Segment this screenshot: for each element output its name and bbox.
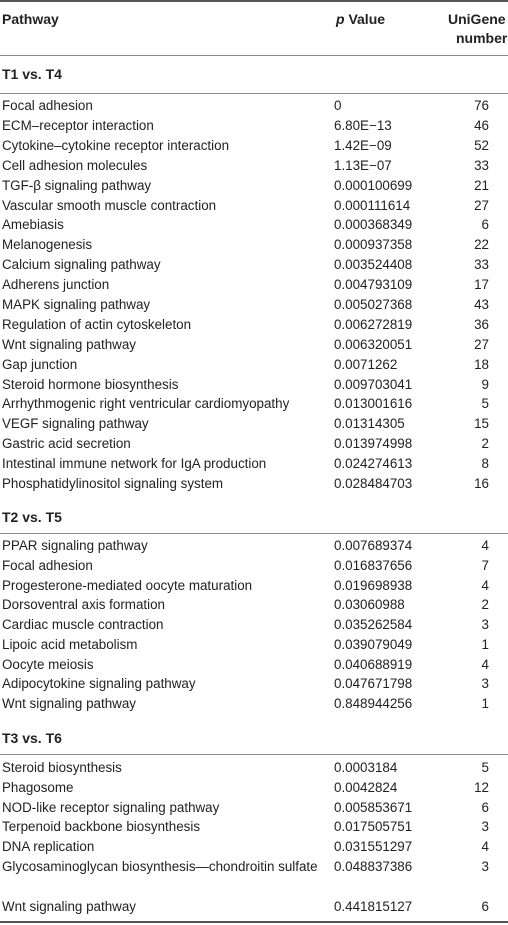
pathway-cell: Focal adhesion [2, 98, 93, 113]
table-row [0, 674, 508, 694]
p-value-cell: 0.019698938 [334, 578, 413, 593]
table-row [0, 454, 508, 474]
header-p-italic: p [336, 11, 345, 27]
unigene-number-cell: 52 [474, 138, 489, 153]
p-value-cell: 0.007689374 [334, 538, 413, 553]
p-value-cell: 0.009703041 [334, 377, 413, 392]
pathway-cell: Gap junction [2, 357, 78, 372]
unigene-number-cell: 12 [474, 780, 489, 795]
p-value-cell: 0.031551297 [334, 839, 413, 854]
unigene-number-cell: 17 [474, 277, 489, 292]
pathway-cell: Steroid hormone biosynthesis [2, 377, 179, 392]
table-bottom-rule [0, 921, 508, 923]
p-value-cell: 0.048837386 [334, 859, 413, 874]
pathway-cell: Amebiasis [2, 217, 64, 232]
p-value-cell: 0.01314305 [334, 416, 405, 431]
pathway-cell: Melanogenesis [2, 237, 93, 252]
header-rule [0, 55, 508, 56]
table-row [0, 275, 508, 295]
pathway-cell: NOD-like receptor signaling pathway [2, 800, 220, 815]
pathway-cell: Dorsoventral axis formation [2, 597, 165, 612]
p-value-cell: 0.03060988 [334, 597, 405, 612]
unigene-number-cell: 9 [481, 377, 489, 392]
p-value-cell: 0.003524408 [334, 257, 413, 272]
unigene-number-cell: 4 [481, 578, 489, 593]
p-value-cell: 0.013001616 [334, 396, 413, 411]
table-row [0, 837, 508, 857]
unigene-number-cell: 33 [474, 158, 489, 173]
p-value-cell: 0.000111614 [334, 198, 411, 213]
pathway-cell: Lipoic acid metabolism [2, 637, 138, 652]
table-row [0, 536, 508, 556]
unigene-number-cell: 3 [481, 676, 489, 691]
pathway-cell: Steroid biosynthesis [2, 760, 122, 775]
unigene-number-cell: 8 [481, 456, 489, 471]
section-title: T3 vs. T6 [2, 730, 62, 746]
table-row [0, 96, 508, 116]
table-row [0, 196, 508, 216]
unigene-number-cell: 15 [474, 416, 489, 431]
table-row [0, 156, 508, 176]
header-unigene-line1: UniGene [448, 11, 506, 27]
p-value-cell: 0.013974998 [334, 436, 413, 451]
p-value-cell: 0.016837656 [334, 558, 413, 573]
pathway-cell: Focal adhesion [2, 558, 93, 573]
table-row [0, 758, 508, 778]
pathway-cell: Phosphatidylinositol signaling system [2, 476, 224, 491]
table-row [0, 817, 508, 837]
table-row [0, 116, 508, 136]
p-value-cell: 1.13E−07 [334, 158, 392, 173]
p-value-cell: 0.017505751 [334, 819, 413, 834]
unigene-number-cell: 2 [481, 436, 489, 451]
p-value-cell: 0.005027368 [334, 297, 413, 312]
pathway-cell: Cardiac muscle contraction [2, 617, 164, 632]
p-value-cell: 0.0003184 [334, 760, 398, 775]
pathway-cell: Terpenoid backbone biosynthesis [2, 819, 201, 834]
unigene-number-cell: 46 [474, 118, 489, 133]
table-row [0, 315, 508, 335]
pathway-cell: DNA replication [2, 839, 95, 854]
table-row [0, 235, 508, 255]
unigene-number-cell: 43 [474, 297, 489, 312]
pathway-cell: Wnt signaling pathway [2, 337, 136, 352]
pathway-cell: PPAR signaling pathway [2, 538, 148, 553]
unigene-number-cell: 27 [474, 198, 489, 213]
p-value-cell: 0.035262584 [334, 617, 413, 632]
unigene-number-cell: 5 [481, 760, 489, 775]
header-unigene-line2: number [456, 30, 508, 46]
p-value-cell: 0.006320051 [334, 337, 413, 352]
unigene-number-cell: 21 [474, 178, 489, 193]
table-row [0, 295, 508, 315]
pathway-cell: Vascular smooth muscle contraction [2, 198, 217, 213]
p-value-cell: 0.000100699 [334, 178, 413, 193]
unigene-number-cell: 7 [481, 558, 489, 573]
pathway-cell: Adipocytokine signaling pathway [2, 676, 196, 691]
header-p-value [336, 11, 385, 28]
pathway-cell: Intestinal immune network for IgA production [2, 456, 267, 471]
table-row [0, 136, 508, 156]
unigene-number-cell: 4 [481, 657, 489, 672]
table-row [0, 414, 508, 434]
table-row [0, 434, 508, 454]
unigene-number-cell: 5 [481, 396, 489, 411]
pathway-cell: Cytokine–cytokine receptor interaction [2, 138, 230, 153]
table-row [0, 176, 508, 196]
p-value-cell: 0.004793109 [334, 277, 413, 292]
unigene-number-cell: 3 [481, 859, 489, 874]
table-row [0, 595, 508, 615]
pathway-cell: ECM–receptor interaction [2, 118, 154, 133]
unigene-number-cell: 22 [474, 237, 489, 252]
p-value-cell: 0 [334, 98, 342, 113]
table-row [0, 694, 508, 714]
p-value-cell: 0.024274613 [334, 456, 413, 471]
table-row [0, 255, 508, 275]
pathway-cell: Phagosome [2, 780, 74, 795]
pathway-cell: Wnt signaling pathway [2, 696, 136, 711]
unigene-number-cell: 18 [474, 357, 489, 372]
pathway-cell: Oocyte meiosis [2, 657, 94, 672]
table-row [0, 394, 508, 414]
pathway-cell: Gastric acid secretion [2, 436, 131, 451]
unigene-number-cell: 1 [481, 637, 489, 652]
pathway-cell: MAPK signaling pathway [2, 297, 151, 312]
unigene-number-cell: 16 [474, 476, 489, 491]
pathway-cell: Progesterone-mediated oocyte maturation [2, 578, 253, 593]
section-title: T1 vs. T4 [2, 66, 62, 82]
section-rule [0, 93, 508, 94]
p-value-cell: 0.040688919 [334, 657, 413, 672]
pathway-cell: Cell adhesion molecules [2, 158, 148, 173]
p-value-cell: 0.0042824 [334, 780, 398, 795]
table-row [0, 798, 508, 818]
table-row [0, 857, 508, 897]
unigene-number-cell: 4 [481, 538, 489, 553]
table-row [0, 635, 508, 655]
table-row [0, 335, 508, 355]
section-title: T2 vs. T5 [2, 509, 62, 525]
section-rule [0, 754, 508, 755]
pathway-cell: Wnt signaling pathway [2, 899, 136, 914]
table-row [0, 355, 508, 375]
table-row [0, 615, 508, 635]
unigene-number-cell: 1 [481, 696, 489, 711]
table-row [0, 474, 508, 494]
table-row [0, 576, 508, 596]
p-value-cell: 6.80E−13 [334, 118, 392, 133]
pathway-cell: Adherens junction [2, 277, 110, 292]
p-value-cell: 0.005853671 [334, 800, 413, 815]
table-row [0, 556, 508, 576]
pathway-cell: Calcium signaling pathway [2, 257, 161, 272]
pathway-cell: Arrhythmogenic right ventricular cardiomyopathy [2, 396, 290, 411]
unigene-number-cell: 27 [474, 337, 489, 352]
table-row [0, 778, 508, 798]
p-value-cell: 0.039079049 [334, 637, 413, 652]
header-value: Value [348, 11, 386, 27]
p-value-cell: 0.028484703 [334, 476, 413, 491]
unigene-number-cell: 6 [481, 217, 489, 232]
unigene-number-cell: 3 [481, 819, 489, 834]
p-value-cell: 0.441815127 [334, 899, 413, 914]
p-value-cell: 1.42E−09 [334, 138, 392, 153]
unigene-number-cell: 6 [481, 800, 489, 815]
unigene-number-cell: 4 [481, 839, 489, 854]
pathway-cell: VEGF signaling pathway [2, 416, 149, 431]
table-row [0, 655, 508, 675]
p-value-cell: 0.006272819 [334, 317, 413, 332]
p-value-cell: 0.848944256 [334, 696, 413, 711]
pathway-cell: TGF-β signaling pathway [2, 178, 152, 193]
unigene-number-cell: 76 [474, 98, 489, 113]
table-row [0, 897, 508, 917]
p-value-cell: 0.0071262 [334, 357, 398, 372]
pathway-cell: Glycosaminoglycan biosynthesis—chondroitin sulfate [2, 859, 318, 874]
table-row [0, 215, 508, 235]
header-pathway: Pathway [2, 11, 59, 27]
unigene-number-cell: 6 [481, 899, 489, 914]
p-value-cell: 0.000368349 [334, 217, 413, 232]
unigene-number-cell: 36 [474, 317, 489, 332]
table-row [0, 375, 508, 395]
p-value-cell: 0.000937358 [334, 237, 413, 252]
unigene-number-cell: 3 [481, 617, 489, 632]
unigene-number-cell: 2 [481, 597, 489, 612]
p-value-cell: 0.047671798 [334, 676, 413, 691]
table-top-rule [0, 0, 508, 2]
pathway-cell: Regulation of actin cytoskeleton [2, 317, 192, 332]
section-rule [0, 533, 508, 534]
unigene-number-cell: 33 [474, 257, 489, 272]
